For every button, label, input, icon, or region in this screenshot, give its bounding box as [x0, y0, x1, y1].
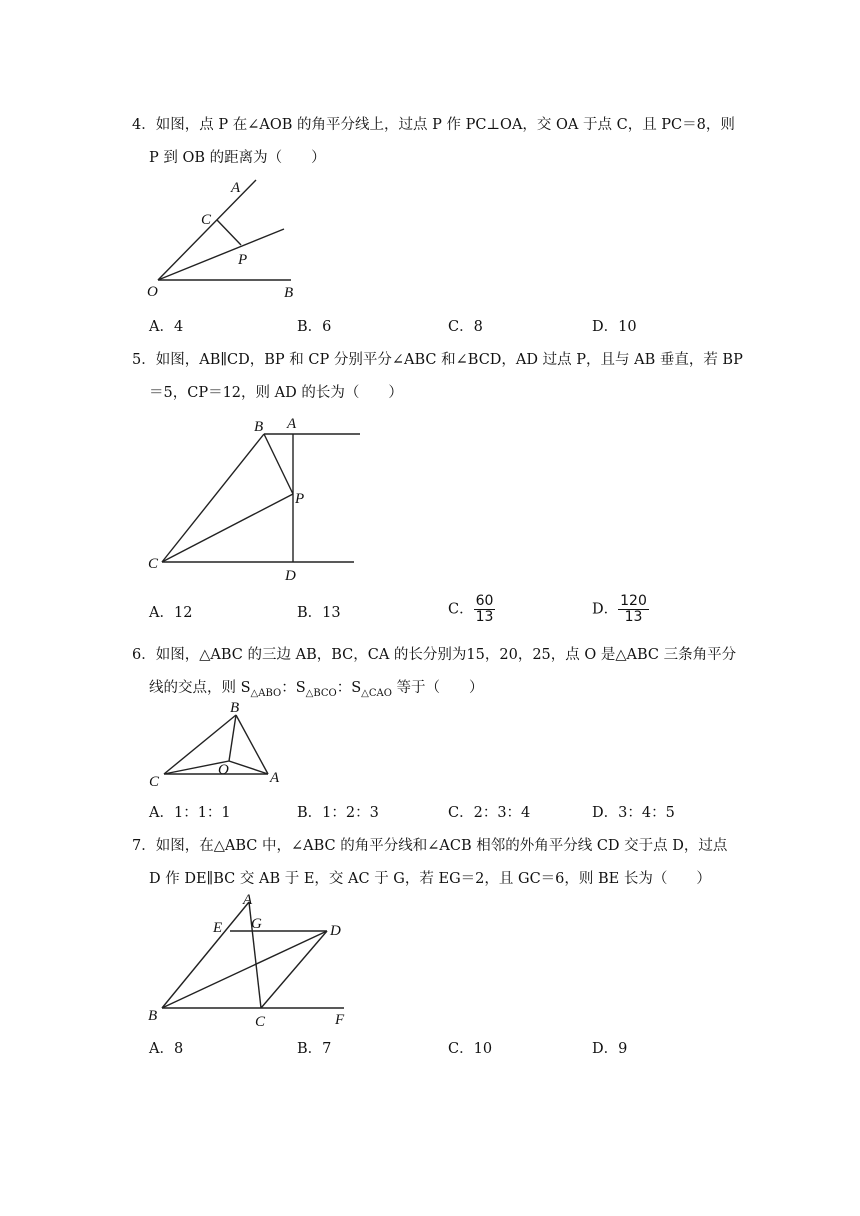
q6-figure	[140, 698, 290, 793]
q7-segment-ba	[162, 902, 249, 1008]
q6-label-b: B	[230, 700, 240, 716]
q7-label-b: B	[148, 1008, 158, 1024]
q4-options	[149, 315, 769, 339]
q4-figure	[140, 172, 310, 302]
q6-option-c: C．2：3：4	[448, 805, 531, 821]
q5-fraction-d: $\frac{120}{13}$	[620, 593, 647, 625]
q5-line1	[132, 348, 743, 369]
q7-option-d: D．9	[592, 1041, 628, 1057]
q7-option-c: C．10	[448, 1041, 493, 1057]
q4-label-c: C	[201, 212, 212, 228]
q5-option-b: B．13	[297, 605, 341, 621]
q5-line2: ＝5，CP＝12，则 AD 的长为（ ）	[149, 385, 403, 401]
q7-option-b: B．7	[297, 1041, 332, 1057]
q5-fraction-c: $\frac{60}{13}$	[475, 593, 494, 625]
q7-number: 7	[132, 838, 142, 854]
q5-text1: ．如图，AB∥CD，BP 和 CP 分别平分∠ABC 和∠BCD，AD 过点 P，且与 AB 垂直，若 BP	[141, 352, 743, 368]
q7-figure	[140, 890, 360, 1030]
q7-line1	[132, 834, 727, 855]
q4-option-b: B．6	[297, 319, 332, 335]
q4-label-p: P	[238, 252, 248, 268]
q4-option-a: A．4	[149, 319, 184, 335]
q6-line1	[132, 643, 736, 664]
q6-option-a: A．1：1：1	[149, 805, 231, 821]
q7-segment-cd	[261, 931, 327, 1008]
q5-segment-bp	[264, 434, 293, 494]
q7-label-f: F	[335, 1012, 345, 1028]
q6-label-o: O	[218, 762, 229, 778]
q4-text1: ．如图，点 P 在∠AOB 的角平分线上，过点 P 作 PC⊥OA，交 OA 于点 C，且 PC＝8，则	[141, 117, 735, 133]
q7-options	[149, 1037, 769, 1061]
q5-figure	[140, 412, 370, 587]
q5-segment-cp	[162, 494, 293, 562]
q6-number: 6	[132, 647, 142, 663]
q7-label-g: G	[251, 916, 262, 932]
q5-label-c: C	[148, 556, 159, 572]
q4-label-a: A	[231, 180, 241, 196]
q7-label-a: A	[243, 892, 253, 908]
q7-label-c: C	[255, 1014, 266, 1030]
q6-bisector-bo	[229, 715, 236, 761]
q5-label-b: B	[254, 419, 264, 435]
q5-label-d: D	[285, 568, 296, 584]
q6-label-a: A	[270, 770, 280, 786]
q4-ray-op	[158, 229, 284, 280]
q5-option-c: C． $\frac{60}{13}$	[448, 593, 494, 625]
q5-option-d: D． $\frac{120}{13}$	[592, 593, 647, 625]
q6-label-c: C	[149, 774, 160, 790]
q4-label-o: O	[147, 284, 158, 300]
q4-option-c: C．8	[448, 319, 483, 335]
q4-line2: P 到 OB 的距离为（ ）	[149, 150, 326, 166]
q6-options	[149, 801, 769, 825]
q7-segment-bd	[162, 931, 327, 1008]
q6-option-b: B．1：2：3	[297, 805, 379, 821]
q4-label-b: B	[284, 285, 294, 301]
q5-number: 5	[132, 352, 142, 368]
q7-label-e: E	[213, 920, 223, 936]
q5-options	[149, 593, 769, 633]
q6-line2: 线的交点，则 $S_{\triangle ABO}$：$S_{\triangle BCO}$：$S_{\triangle CAO}$ 等于（ ）	[149, 680, 484, 699]
q4-number: 4	[132, 117, 142, 133]
q4-option-d: D．10	[592, 319, 637, 335]
q5-label-p: P	[295, 491, 305, 507]
q4-segment-pc	[217, 220, 241, 245]
q5-label-a: A	[287, 416, 297, 432]
q6-text1: ．如图，△ABC 的三边 AB，BC，CA 的长分别为15，20，25，点 O 是△ABC 三条角平分	[141, 647, 737, 663]
q7-line2: D 作 DE∥BC 交 AB 于 E，交 AC 于 G，若 EG＝2，且 GC＝6，则 BE 长为（ ）	[149, 871, 711, 887]
q5-segment-bc	[162, 434, 264, 562]
q7-text1: ．如图，在△ABC 中，∠ABC 的角平分线和∠ACB 相邻的外角平分线 CD 交于点 D，过点	[141, 838, 728, 854]
q5-option-a: A．12	[149, 605, 193, 621]
q7-label-d: D	[330, 923, 341, 939]
q7-option-a: A．8	[149, 1041, 184, 1057]
q4-line1	[132, 113, 735, 134]
q6-option-d: D．3：4：5	[592, 805, 675, 821]
